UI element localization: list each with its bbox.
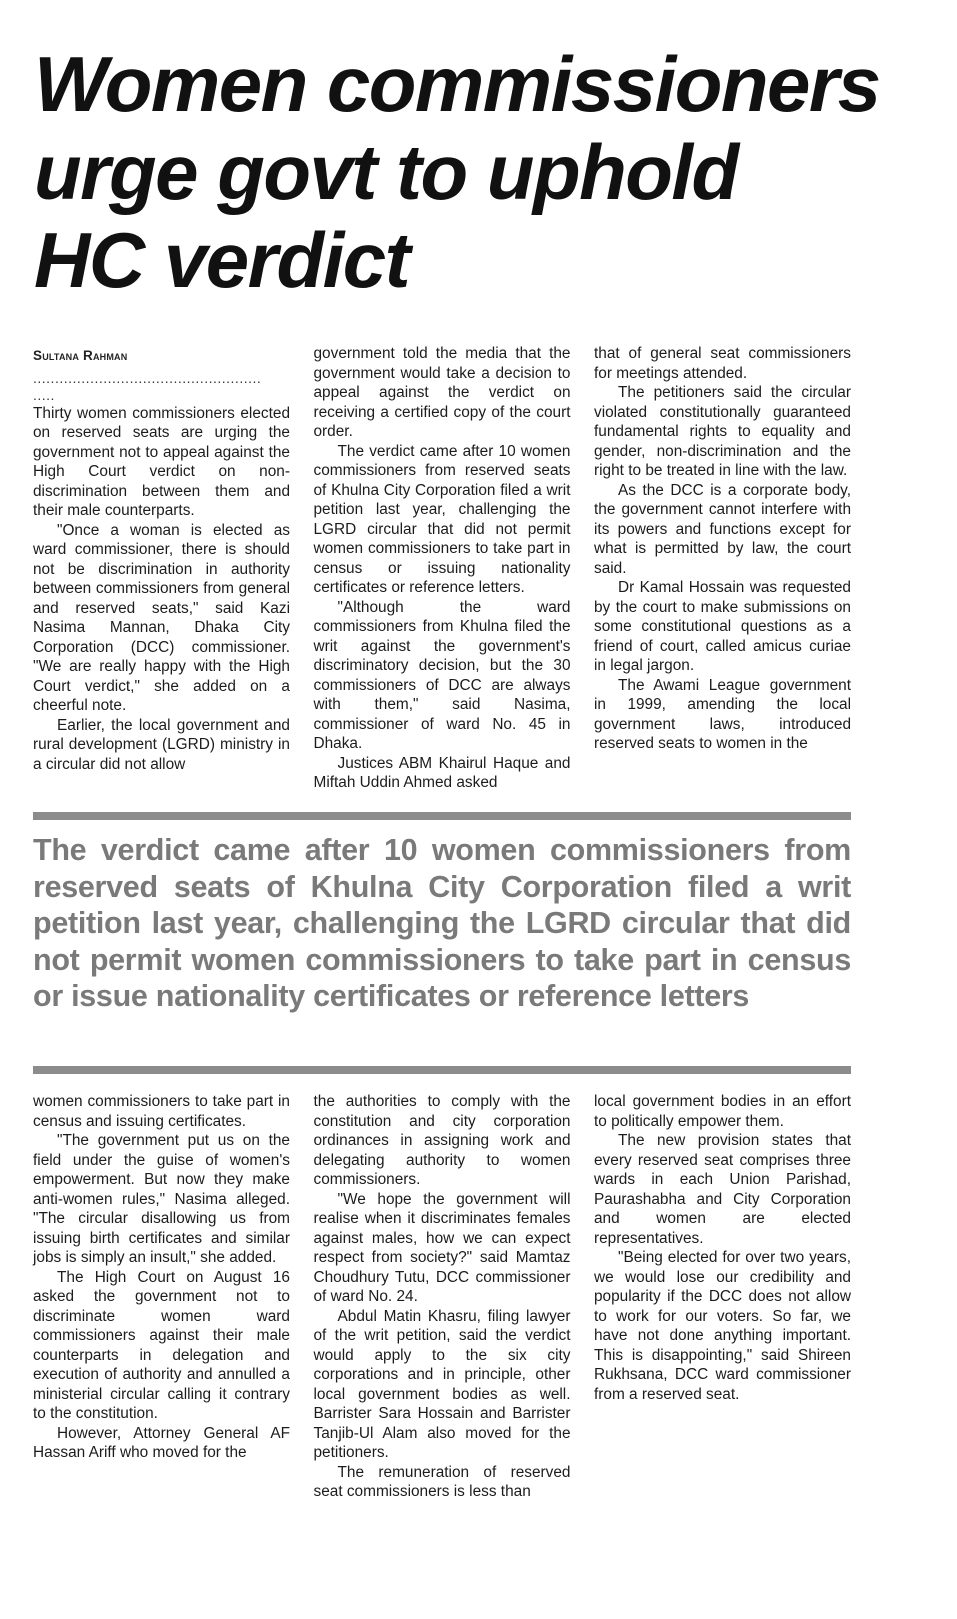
- paragraph: "The government put us on the field under the guise of women's empowerment. But now they make anti-women rules," Nasima alleged. "The circular disallowing us from issuing birth certificates and similar jobs is simply an insult," she added.: [33, 1132, 290, 1266]
- paragraph: The remuneration of reserved seat commissioners is less than: [313, 1463, 571, 1500]
- paragraph: "Although the ward commissioners from Khulna filed the writ against the government's discriminatory decision, but the 30 commissioners of DCC are always with them," said Nasima, commissioner of ward No. 45 in Dhaka.: [313, 598, 571, 752]
- paragraph: Earlier, the local government and rural development (LGRD) ministry in a circular did not allow: [33, 716, 290, 773]
- pull-quote: The verdict came after 10 women commissioners from reserved seats of Khulna City Corporation filed a writ petition last year, challenging the LGRD circular that did not permit women commissioners to take part in census or issue nationality certificates or reference letters: [33, 833, 851, 1013]
- paragraph: local government bodies in an effort to politically empower them.: [594, 1093, 851, 1130]
- article-headline: [34, 40, 934, 304]
- paragraph: the authorities to comply with the constitution and city corporation ordinances in assigning work and delegating authority to women commissioners.: [313, 1093, 571, 1188]
- pull-quote-top-rule: [33, 812, 851, 820]
- byline: Sultana Rahman: [33, 348, 128, 363]
- top-column-2: [314, 344, 571, 796]
- byline-separator: .....: [33, 386, 55, 403]
- pull-quote-bottom-rule: [33, 1066, 851, 1074]
- paragraph: "We hope the government will realise when it discriminates females against males, how we can expect respect from society?" said Mamtaz Choudhury Tutu, DCC commissioner of ward No. 24.: [313, 1190, 571, 1305]
- top-column-3: [594, 344, 851, 796]
- top-columns: [33, 344, 851, 796]
- paragraph: However, Attorney General AF Hassan Ariff who moved for the: [33, 1424, 290, 1461]
- paragraph: The High Court on August 16 asked the government not to discriminate women ward commissioners against their male counterparts in delegation and execution of authority and annulled a ministerial circular calling it contrary to the constitution.: [33, 1268, 290, 1422]
- paragraph: "Once a woman is elected as ward commissioner, there is should not be discrimination in authority between commissioners from general and reserved seats," said Kazi Nasima Mannan, Dhaka City Corporation (DCC) commissioner. "We are really happy with the High Court verdict," she added on a cheerful note.: [33, 521, 290, 714]
- paragraph: women commissioners to take part in census and issuing certificates.: [33, 1093, 290, 1130]
- bottom-columns: [33, 1092, 851, 1532]
- paragraph: The verdict came after 10 women commissioners from reserved seats of Khulna City Corporation filed a writ petition last year, challenging the LGRD circular that did not permit women commissioners to take part in census or issuing nationality certificates or reference letters.: [313, 442, 571, 596]
- paragraph: "Being elected for over two years, we would lose our credibility and popularity if the DCC does not allow to work for our voters. So far, we have not done anything important. This is disappointing," said Shireen Rukhsana, DCC ward commissioner from a reserved seat.: [594, 1249, 851, 1403]
- paragraph: that of general seat commissioners for meetings attended.: [594, 345, 851, 382]
- paragraph: The Awami League government in 1999, amending the local government laws, introduced reserved seats to women in the: [594, 676, 851, 752]
- paragraph: The petitioners said the circular violated constitutionally guaranteed fundamental rights to equality and gender, non-discrimination and the right to be treated in line with the law.: [594, 384, 851, 479]
- bottom-column-2: [314, 1092, 571, 1532]
- bottom-column-3: [594, 1092, 851, 1532]
- bottom-column-1: [33, 1092, 290, 1532]
- paragraph: As the DCC is a corporate body, the government cannot interfere with its powers and functions except for what is permitted by law, the court said.: [594, 481, 851, 577]
- headline-line: HC verdict: [34, 216, 410, 304]
- paragraph: Justices ABM Khairul Haque and Miftah Uddin Ahmed asked: [313, 754, 571, 791]
- paragraph: The new provision states that every reserved seat comprises three wards in each Union Parishad, Paurashabha and City Corporation and women are elected representatives.: [594, 1132, 851, 1247]
- paragraph: Abdul Matin Khasru, filing lawyer of the writ petition, said the verdict would apply to the six city corporations and in principle, other local government bodies as well. Barrister Sara Hossain and Barrister Tanjib-Ul Alam also moved for the petitioners.: [313, 1307, 571, 1461]
- headline-line: Women commissioners: [34, 40, 880, 128]
- headline-line: urge govt to uphold: [34, 128, 738, 216]
- byline-separator: ....................................................: [33, 369, 262, 386]
- paragraph: Thirty women commissioners elected on reserved seats are urging the government not to appeal against the High Court verdict on non-discrimination between them and their male counterparts.: [33, 404, 290, 519]
- paragraph: Dr Kamal Hossain was requested by the court to make submissions on some constitutional questions as a friend of court, called amicus curiae in legal jargon.: [594, 579, 851, 674]
- paragraph: government told the media that the government would take a decision to appeal against the verdict on receiving a certified copy of the court order.: [313, 345, 571, 440]
- top-column-1: [33, 344, 290, 796]
